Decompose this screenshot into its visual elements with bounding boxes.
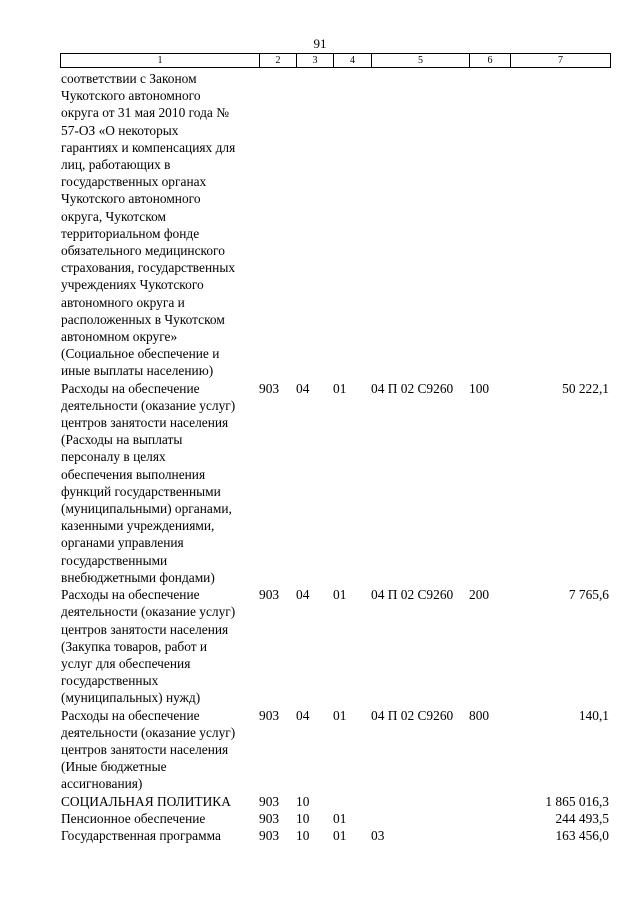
row-expense-type: 100: [469, 380, 490, 396]
column-header-6: 6: [470, 54, 511, 68]
row-section-code: 04: [296, 380, 310, 396]
row-target-article: 04 П 02 С9260: [371, 587, 454, 603]
row-ministry-code: 903: [259, 380, 280, 396]
row-subsection-code: [333, 70, 371, 380]
table-row: [60, 707, 610, 793]
row-expense-type: [469, 827, 510, 844]
row-section-code: 10: [296, 810, 310, 826]
row-amount: 163 456,0: [555, 827, 609, 843]
column-header-5: 5: [372, 54, 470, 68]
row-ministry-code: 903: [259, 810, 280, 826]
table-row: [60, 793, 610, 810]
row-target-article: 04 П 02 С9260: [371, 380, 454, 396]
row-subsection-code: 01: [333, 707, 347, 723]
row-section-code: [296, 70, 333, 380]
row-target-article: [371, 70, 469, 380]
row-subsection-code: 01: [333, 810, 347, 826]
budget-table: [60, 70, 610, 844]
row-amount: [510, 70, 610, 380]
column-header-7: 7: [511, 54, 611, 68]
table-row: [60, 810, 610, 827]
page-number: 91: [313, 36, 327, 51]
row-description: Расходы на обеспечение деятельности (оказание услуг) центров занятости населения (Расходы на выплаты персоналу в целях обеспечения выполнения функций государственными (муниципальными) органами, казенными учреждениями, органами управления государственными внебюджетными фондами): [61, 380, 236, 585]
row-section-code: 04: [296, 707, 310, 723]
row-subsection-code: 01: [333, 380, 347, 396]
row-description: Расходы на обеспечение деятельности (оказание услуг) центров занятости населения (Закупка товаров, работ и услуг для обеспечения государственных (муниципальных) нужд): [61, 587, 236, 706]
row-ministry-code: 903: [259, 827, 280, 843]
row-target-article: 04 П 02 С9260: [371, 707, 454, 723]
row-expense-type: [469, 793, 510, 810]
row-amount: 1 865 016,3: [545, 793, 609, 809]
row-target-article: 03: [371, 827, 385, 843]
row-amount: 140,1: [578, 707, 609, 723]
row-target-article: [371, 793, 469, 810]
row-ministry-code: 903: [259, 793, 280, 809]
row-section-code: 10: [296, 827, 310, 843]
row-subsection-code: [333, 793, 371, 810]
column-header-4: 4: [334, 54, 372, 68]
row-section-code: 10: [296, 793, 310, 809]
row-expense-type: 800: [469, 707, 490, 723]
table-row: [60, 586, 610, 706]
row-description: СОЦИАЛЬНАЯ ПОЛИТИКА: [61, 793, 231, 809]
column-header-1: 1: [61, 54, 260, 68]
row-expense-type: 200: [469, 587, 490, 603]
row-description: соответствии с Законом Чукотского автономного округа от 31 мая 2010 года № 57-ОЗ «О некоторых гарантиях и компенсациях для лиц, работающих в государственных органах Чукотского автономного округа, Чукотском территориальном фонде обязательного медицинского страхования, государственных учреждениях Чукотского автономного округа и расположенных в Чукотском автономном округе» (Социальное обеспечение и иные выплаты населению): [61, 71, 236, 379]
row-subsection-code: 01: [333, 827, 347, 843]
row-amount: 7 765,6: [568, 587, 609, 603]
row-ministry-code: 903: [259, 587, 280, 603]
column-header-row: [61, 54, 611, 68]
row-subsection-code: 01: [333, 587, 347, 603]
table-row: [60, 70, 610, 380]
column-header-3: 3: [297, 54, 334, 68]
row-amount: 50 222,1: [562, 380, 609, 396]
row-expense-type: [469, 810, 510, 827]
row-description: Расходы на обеспечение деятельности (оказание услуг) центров занятости населения (Иные бюджетные ассигнования): [61, 707, 236, 792]
row-target-article: [371, 810, 469, 827]
row-amount: 244 493,5: [555, 810, 609, 826]
row-section-code: 04: [296, 587, 310, 603]
row-ministry-code: [259, 70, 296, 380]
table-row: [60, 827, 610, 844]
row-description: Пенсионное обеспечение: [61, 810, 206, 826]
row-ministry-code: 903: [259, 707, 280, 723]
column-header-table: [60, 53, 611, 68]
row-description: Государственная программа: [61, 827, 221, 843]
table-row: [60, 380, 610, 586]
column-header-2: 2: [260, 54, 297, 68]
row-expense-type: [469, 70, 510, 380]
